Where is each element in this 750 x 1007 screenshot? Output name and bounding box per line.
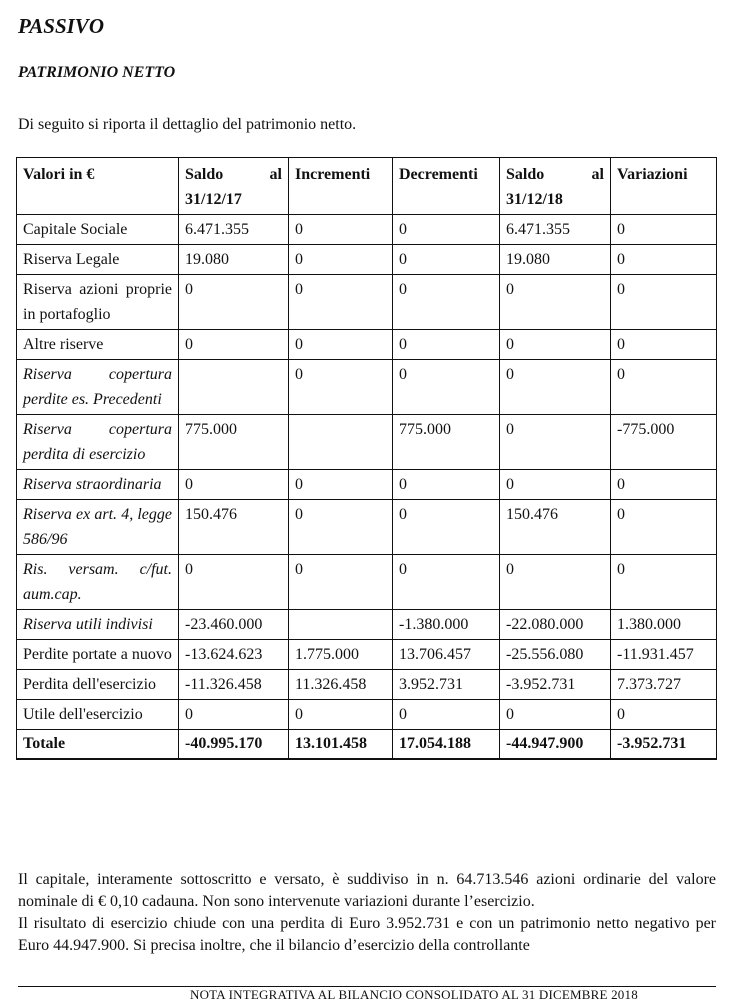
row-value: 0 (393, 330, 500, 360)
row-value: 7.373.727 (611, 670, 717, 700)
table-row (17, 470, 717, 500)
row-label: Altre riserve (17, 330, 179, 360)
header-decrements: Decrementi (393, 158, 500, 215)
row-value: 6.471.355 (179, 215, 289, 245)
row-label: Riserva copertura perdite es. Precedenti (17, 360, 179, 415)
table-row (17, 555, 717, 610)
row-value: 0 (289, 555, 393, 610)
paragraph-result: Il risultato di esercizio chiude con una perdita di Euro 3.952.731 e con un patrimonio netto negativo per Euro 44.947.900. Si precisa inoltre, che il bilancio d’esercizio della controllante (18, 915, 716, 954)
row-value: -11.326.458 (179, 670, 289, 700)
row-value: 0 (500, 360, 611, 415)
header-balance-2017: Saldo al 31/12/17 (179, 158, 289, 215)
row-value: 0 (179, 470, 289, 500)
table-row (17, 670, 717, 700)
row-value: 0 (393, 470, 500, 500)
row-value: 0 (500, 470, 611, 500)
row-value: 0 (393, 245, 500, 275)
row-value: -1.380.000 (393, 610, 500, 640)
table-row (17, 245, 717, 275)
row-value: 0 (611, 245, 717, 275)
table-row (17, 275, 717, 330)
row-value: 775.000 (393, 415, 500, 470)
row-value: 0 (393, 555, 500, 610)
header-variations: Variazioni (611, 158, 717, 215)
row-value: 0 (500, 415, 611, 470)
row-label: Riserva Legale (17, 245, 179, 275)
row-value: 0 (611, 275, 717, 330)
row-value: 0 (393, 500, 500, 555)
row-value: 0 (611, 555, 717, 610)
table-row (17, 500, 717, 555)
row-value: 0 (289, 330, 393, 360)
row-value: 1.380.000 (611, 610, 717, 640)
row-value: 0 (289, 360, 393, 415)
table-row (17, 610, 717, 640)
row-label: Riserva straordinaria (17, 470, 179, 500)
row-value: -44.947.900 (500, 730, 611, 760)
table-header-row (17, 158, 717, 215)
row-value: 0 (289, 700, 393, 730)
row-label: Riserva copertura perdita di esercizio (17, 415, 179, 470)
row-value: -3.952.731 (611, 730, 717, 760)
row-value: -775.000 (611, 415, 717, 470)
row-value: 0 (611, 330, 717, 360)
row-label: Riserva azioni proprie in portafoglio (17, 275, 179, 330)
row-value: 11.326.458 (289, 670, 393, 700)
row-value: 0 (289, 215, 393, 245)
row-label: Ris. versam. c/fut. aum.cap. (17, 555, 179, 610)
row-value: 0 (393, 215, 500, 245)
row-label: Capitale Sociale (17, 215, 179, 245)
row-value: 0 (611, 470, 717, 500)
row-value: -25.556.080 (500, 640, 611, 670)
header-increments: Incrementi (289, 158, 393, 215)
row-value: 0 (500, 330, 611, 360)
row-value: 0 (393, 700, 500, 730)
row-label: Riserva utili indivisi (17, 610, 179, 640)
row-value: 13.706.457 (393, 640, 500, 670)
row-value (179, 360, 289, 415)
row-value: -11.931.457 (611, 640, 717, 670)
table-row (17, 415, 717, 470)
row-value: 0 (611, 215, 717, 245)
row-value: 0 (500, 700, 611, 730)
row-value: 0 (289, 245, 393, 275)
page-footer: NOTA INTEGRATIVA AL BILANCIO CONSOLIDATO AL 31 DICEMBRE 2018 (190, 987, 638, 1002)
table-total-row (17, 730, 717, 760)
row-value: 13.101.458 (289, 730, 393, 760)
row-value: 6.471.355 (500, 215, 611, 245)
row-value: 0 (393, 360, 500, 415)
intro-text: Di seguito si riporta il dettaglio del patrimonio netto. (18, 116, 357, 133)
row-value: 0 (611, 360, 717, 415)
equity-table (16, 157, 717, 760)
table-row (17, 700, 717, 730)
row-value: 19.080 (500, 245, 611, 275)
row-value: 0 (179, 555, 289, 610)
row-label: Utile dell'esercizio (17, 700, 179, 730)
row-value: 3.952.731 (393, 670, 500, 700)
row-label: Riserva ex art. 4, legge 586/96 (17, 500, 179, 555)
body-text (18, 869, 716, 957)
row-value: 17.054.188 (393, 730, 500, 760)
table-row (17, 330, 717, 360)
row-value: 0 (500, 555, 611, 610)
row-value: -22.080.000 (500, 610, 611, 640)
row-value: 0 (179, 700, 289, 730)
row-value: 0 (289, 275, 393, 330)
section-title: PASSIVO (18, 14, 104, 38)
row-value (289, 610, 393, 640)
row-label: Perdita dell'esercizio (17, 670, 179, 700)
paragraph-capital: Il capitale, interamente sottoscritto e versato, è suddiviso in n. 64.713.546 azioni ordinarie del valore nominale di € 0,10 cadauna. Non sono intervenute variazioni durante l’esercizio. (18, 871, 716, 910)
row-value: 0 (393, 275, 500, 330)
row-value: -3.952.731 (500, 670, 611, 700)
row-value: -13.624.623 (179, 640, 289, 670)
row-value: 0 (179, 330, 289, 360)
row-label: Perdite portate a nuovo (17, 640, 179, 670)
row-value: 775.000 (179, 415, 289, 470)
row-value: 19.080 (179, 245, 289, 275)
row-value: 0 (611, 700, 717, 730)
row-value: 0 (611, 500, 717, 555)
table-row (17, 215, 717, 245)
row-label: Totale (17, 730, 179, 760)
row-value: 0 (179, 275, 289, 330)
row-value: -23.460.000 (179, 610, 289, 640)
row-value: 0 (289, 500, 393, 555)
row-value: 150.476 (500, 500, 611, 555)
header-values: Valori in € (17, 158, 179, 215)
row-value: 0 (289, 470, 393, 500)
row-value: -40.995.170 (179, 730, 289, 760)
row-value: 0 (500, 275, 611, 330)
table-row (17, 640, 717, 670)
row-value: 1.775.000 (289, 640, 393, 670)
subsection-title: PATRIMONIO NETTO (18, 64, 176, 81)
row-value: 150.476 (179, 500, 289, 555)
table-row (17, 360, 717, 415)
header-balance-2018: Saldo al 31/12/18 (500, 158, 611, 215)
row-value (289, 415, 393, 470)
